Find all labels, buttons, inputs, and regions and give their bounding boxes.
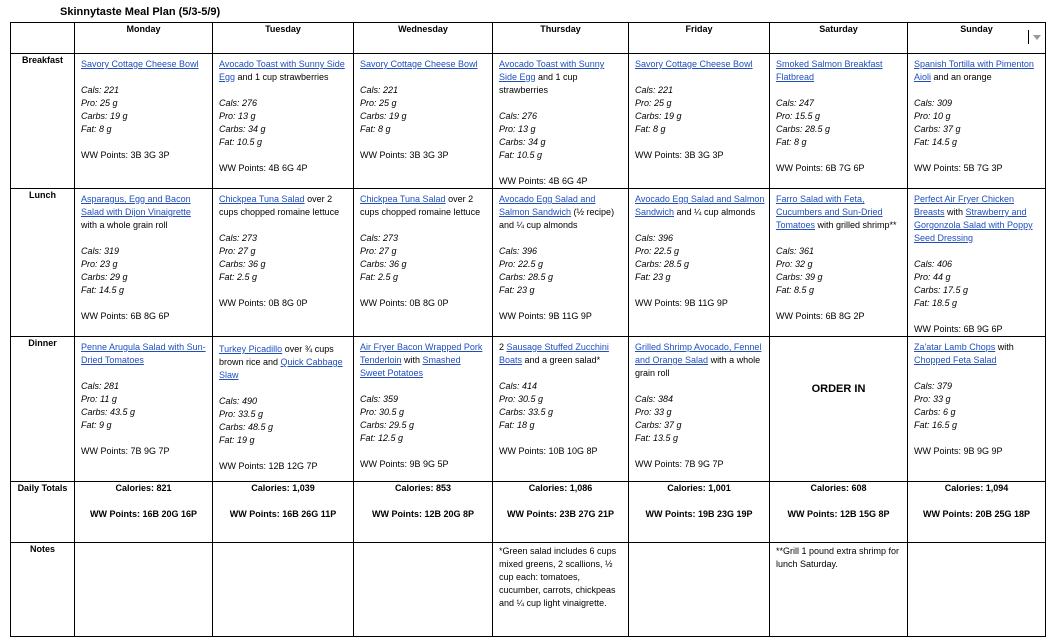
fat: Fat: 14.5 g bbox=[81, 285, 125, 295]
row-label-daily-totals: Daily Totals bbox=[11, 482, 75, 543]
fat: Fat: 10.5 g bbox=[219, 137, 263, 147]
carbs: Carbs: 43.5 g bbox=[81, 407, 136, 417]
totals-thursday bbox=[493, 482, 629, 543]
breakfast-tuesday bbox=[213, 54, 354, 189]
row-label-notes: Notes bbox=[11, 543, 75, 637]
ww-points: WW Points: 0B 8G 0P bbox=[219, 298, 308, 308]
meal-text: with a whole grain roll bbox=[635, 355, 761, 378]
carbs: Carbs: 37 g bbox=[635, 420, 682, 430]
meal-text: with bbox=[944, 207, 966, 217]
lunch-friday bbox=[629, 189, 770, 337]
ww-points: WW Points: 9B 11G 9P bbox=[499, 311, 592, 321]
cals: Cals: 221 bbox=[635, 85, 674, 95]
carbs: Carbs: 36 g bbox=[360, 259, 407, 269]
carbs: Carbs: 19 g bbox=[360, 111, 407, 121]
totals-sunday bbox=[908, 482, 1046, 543]
breakfast-thursday bbox=[493, 54, 629, 189]
ww-points: WW Points: 9B 11G 9P bbox=[635, 298, 728, 308]
cals: Cals: 309 bbox=[914, 98, 953, 108]
day-header-sunday[interactable] bbox=[908, 23, 1046, 54]
total-ww-points: WW Points: 16B 26G 11P bbox=[229, 509, 337, 519]
recipe-link[interactable]: Sausage Stuffed Zucchini Boats bbox=[499, 342, 609, 365]
green-salad-note: *Green salad includes 6 cups mixed greens, 2 scallions, ½ cup each: tomatoes, cucumber, carrots, chickpeas and ¼ cup light vinaigrette. bbox=[499, 546, 617, 608]
fat: Fat: 18.5 g bbox=[914, 298, 958, 308]
cals: Cals: 221 bbox=[360, 85, 399, 95]
meal-text: and a green salad* bbox=[522, 355, 601, 365]
total-ww-points: WW Points: 16B 20G 16P bbox=[89, 509, 198, 519]
meal-text: with a whole grain roll bbox=[81, 220, 168, 230]
dinner-sunday bbox=[908, 337, 1046, 482]
cals: Cals: 273 bbox=[219, 233, 258, 243]
carbs: Carbs: 28.5 g bbox=[776, 124, 831, 134]
recipe-link[interactable]: Avocado Toast with Sunny Side Egg bbox=[219, 59, 345, 82]
cals: Cals: 379 bbox=[914, 381, 953, 391]
recipe-link[interactable]: Perfect Air Fryer Chicken Breasts bbox=[914, 194, 1015, 217]
ww-points: WW Points: 3B 3G 3P bbox=[635, 150, 724, 160]
notes-monday bbox=[75, 543, 213, 637]
row-lunch bbox=[11, 189, 1046, 337]
carbs: Carbs: 19 g bbox=[635, 111, 682, 121]
meal-text: (½ recipe) and ¼ cup almonds bbox=[499, 207, 615, 230]
carbs: Carbs: 17.5 g bbox=[914, 285, 969, 295]
lunch-thursday bbox=[493, 189, 629, 337]
pro: Pro: 25 g bbox=[635, 98, 672, 108]
fat: Fat: 12.5 g bbox=[360, 433, 404, 443]
recipe-link[interactable]: Avocado Egg Salad and Salmon Sandwich bbox=[499, 194, 596, 217]
cals: Cals: 276 bbox=[219, 98, 258, 108]
meal-text: over 2 cups chopped romaine lettuce bbox=[219, 194, 340, 217]
lunch-monday bbox=[75, 189, 213, 337]
meal-text: and an orange bbox=[931, 72, 992, 82]
header-row bbox=[11, 23, 1046, 54]
carbs: Carbs: 19 g bbox=[81, 111, 128, 121]
shrimp-note: **Grill 1 pound extra shrimp for lunch Saturday. bbox=[776, 546, 900, 569]
pro: Pro: 33 g bbox=[914, 394, 951, 404]
carbs: Carbs: 33.5 g bbox=[499, 407, 554, 417]
recipe-link[interactable]: Grilled Shrimp Avocado, Fennel and Orange Salad bbox=[635, 342, 762, 365]
ww-points: WW Points: 9B 9G 9P bbox=[914, 446, 1003, 456]
fat: Fat: 14.5 g bbox=[914, 137, 958, 147]
pro: Pro: 30.5 g bbox=[360, 407, 405, 417]
breakfast-monday bbox=[75, 54, 213, 189]
chevron-down-icon[interactable] bbox=[1033, 35, 1041, 40]
carbs: Carbs: 29.5 g bbox=[360, 420, 415, 430]
pro: Pro: 33 g bbox=[635, 407, 672, 417]
cals: Cals: 319 bbox=[81, 246, 120, 256]
recipe-link[interactable]: Savory Cottage Cheese Bowl bbox=[360, 59, 478, 69]
meal-text: over 2 cups chopped romaine lettuce bbox=[360, 194, 481, 217]
pro: Pro: 10 g bbox=[914, 111, 951, 121]
totals-tuesday bbox=[213, 482, 354, 543]
ww-points: WW Points: 10B 10G 8P bbox=[499, 446, 598, 456]
recipe-link[interactable]: Chickpea Tuna Salad bbox=[219, 194, 305, 204]
pro: Pro: 22.5 g bbox=[635, 246, 680, 256]
pro: Pro: 27 g bbox=[360, 246, 397, 256]
ww-points: WW Points: 6B 7G 6P bbox=[776, 163, 865, 173]
meal-text-prefix: 2 bbox=[499, 342, 507, 352]
pro: Pro: 30.5 g bbox=[499, 394, 544, 404]
ww-points: WW Points: 9B 9G 5P bbox=[360, 459, 449, 469]
pro: Pro: 25 g bbox=[360, 98, 397, 108]
day-header-wednesday: Wednesday bbox=[354, 23, 493, 54]
totals-monday bbox=[75, 482, 213, 543]
dinner-thursday bbox=[493, 337, 629, 482]
pro: Pro: 27 g bbox=[219, 246, 256, 256]
ww-points: WW Points: 6B 8G 2P bbox=[776, 311, 865, 321]
day-header-thursday: Thursday bbox=[493, 23, 629, 54]
text-cursor bbox=[1028, 30, 1029, 44]
cals: Cals: 221 bbox=[81, 85, 120, 95]
fat: Fat: 8 g bbox=[776, 137, 807, 147]
carbs: Carbs: 28.5 g bbox=[635, 259, 690, 269]
lunch-saturday bbox=[770, 189, 908, 337]
notes-tuesday bbox=[213, 543, 354, 637]
pro: Pro: 25 g bbox=[81, 98, 118, 108]
recipe-link-2[interactable]: Strawberry and Gorgonzola Salad with Poppy Seed Dressing bbox=[914, 207, 1033, 243]
total-ww-points: WW Points: 23B 27G 21P bbox=[506, 509, 615, 519]
ww-points: WW Points: 4B 6G 4P bbox=[219, 163, 308, 173]
meal-text: and ¼ cup almonds bbox=[674, 207, 756, 217]
row-daily-totals bbox=[11, 482, 1046, 543]
dinner-friday bbox=[629, 337, 770, 482]
recipe-link[interactable]: Savory Cottage Cheese Bowl bbox=[81, 59, 199, 69]
fat: Fat: 13.5 g bbox=[635, 433, 679, 443]
fat: Fat: 8 g bbox=[635, 124, 666, 134]
pro: Pro: 13 g bbox=[499, 124, 536, 134]
carbs: Carbs: 29 g bbox=[81, 272, 128, 282]
cals: Cals: 359 bbox=[360, 394, 399, 404]
totals-wednesday bbox=[354, 482, 493, 543]
breakfast-saturday bbox=[770, 54, 908, 189]
dinner-wednesday bbox=[354, 337, 493, 482]
day-header-monday: Monday bbox=[75, 23, 213, 54]
breakfast-sunday bbox=[908, 54, 1046, 189]
notes-thursday bbox=[493, 543, 629, 637]
recipe-link[interactable]: Chickpea Tuna Salad bbox=[360, 194, 446, 204]
fat: Fat: 8 g bbox=[81, 124, 112, 134]
fat: Fat: 2.5 g bbox=[360, 272, 399, 282]
fat: Fat: 19 g bbox=[219, 435, 255, 445]
ww-points: WW Points: 5B 7G 3P bbox=[914, 163, 1003, 173]
row-dinner bbox=[11, 337, 1046, 482]
ww-points: WW Points: 7B 9G 7P bbox=[81, 446, 170, 456]
total-calories: Calories: 1,094 bbox=[944, 483, 1009, 493]
meal-text: over ¾ cups brown rice and bbox=[219, 344, 334, 367]
carbs: Carbs: 36 g bbox=[219, 259, 266, 269]
pro: Pro: 44 g bbox=[914, 272, 951, 282]
total-calories: Calories: 821 bbox=[115, 483, 172, 493]
pro: Pro: 33.5 g bbox=[219, 409, 264, 419]
totals-friday bbox=[629, 482, 770, 543]
total-calories: Calories: 1,039 bbox=[251, 483, 315, 493]
meal-text: with grilled shrimp** bbox=[815, 220, 897, 230]
cals: Cals: 273 bbox=[360, 233, 399, 243]
breakfast-friday bbox=[629, 54, 770, 189]
total-ww-points: WW Points: 12B 20G 8P bbox=[371, 509, 475, 519]
total-ww-points: WW Points: 12B 15G 8P bbox=[787, 509, 890, 519]
totals-saturday bbox=[770, 482, 908, 543]
cals: Cals: 281 bbox=[81, 381, 120, 391]
meal-text: and 1 cup strawberries bbox=[235, 72, 329, 82]
fat: Fat: 23 g bbox=[635, 272, 671, 282]
cals: Cals: 396 bbox=[499, 246, 538, 256]
fat: Fat: 10.5 g bbox=[499, 150, 543, 160]
recipe-link[interactable]: Turkey Picadillo bbox=[219, 344, 283, 354]
pro: Pro: 22.5 g bbox=[499, 259, 544, 269]
fat: Fat: 8.5 g bbox=[776, 285, 815, 295]
recipe-link[interactable]: Air Fryer Bacon Wrapped Pork Tenderloin bbox=[360, 342, 483, 365]
recipe-link[interactable]: Asparagus, Egg and Bacon Salad with Dijon Vinaigrette bbox=[81, 194, 191, 217]
fat: Fat: 16.5 g bbox=[914, 420, 958, 430]
pro: Pro: 11 g bbox=[81, 394, 117, 404]
row-label-lunch: Lunch bbox=[11, 189, 75, 337]
notes-wednesday bbox=[354, 543, 493, 637]
recipe-link-2[interactable]: Chopped Feta Salad bbox=[914, 355, 997, 365]
recipe-link[interactable]: Smoked Salmon Breakfast Flatbread bbox=[776, 59, 883, 82]
fat: Fat: 8 g bbox=[360, 124, 391, 134]
carbs: Carbs: 48.5 g bbox=[219, 422, 274, 432]
total-calories: Calories: 1,086 bbox=[528, 483, 593, 493]
pro: Pro: 13 g bbox=[219, 111, 256, 121]
ww-points: WW Points: 7B 9G 7P bbox=[635, 459, 724, 469]
row-label-breakfast: Breakfast bbox=[11, 54, 75, 189]
dinner-tuesday bbox=[213, 337, 354, 482]
row-label-dinner: Dinner bbox=[11, 337, 75, 482]
row-breakfast bbox=[11, 54, 1046, 189]
recipe-link-2[interactable]: Quick Cabbage Slaw bbox=[219, 357, 343, 380]
total-calories: Calories: 853 bbox=[394, 483, 452, 493]
fat: Fat: 2.5 g bbox=[219, 272, 258, 282]
recipe-link[interactable]: Penne Arugula Salad with Sun-Dried Tomatoes bbox=[81, 342, 206, 365]
meal-text: with bbox=[995, 342, 1014, 352]
total-calories: Calories: 608 bbox=[810, 483, 867, 493]
cals: Cals: 247 bbox=[776, 98, 815, 108]
cals: Cals: 414 bbox=[499, 381, 538, 391]
ww-points: WW Points: 3B 3G 3P bbox=[360, 150, 449, 160]
total-ww-points: WW Points: 20B 25G 18P bbox=[922, 509, 1031, 519]
lunch-tuesday bbox=[213, 189, 354, 337]
day-header-friday: Friday bbox=[629, 23, 770, 54]
pro: Pro: 32 g bbox=[776, 259, 813, 269]
order-in-label: ORDER IN bbox=[811, 383, 866, 395]
meal-plan-table bbox=[10, 22, 1046, 637]
corner-cell bbox=[11, 23, 75, 54]
carbs: Carbs: 34 g bbox=[219, 124, 266, 134]
ww-points: WW Points: 3B 3G 3P bbox=[81, 150, 170, 160]
cals: Cals: 361 bbox=[776, 246, 815, 256]
lunch-sunday bbox=[908, 189, 1046, 337]
pro: Pro: 15.5 g bbox=[776, 111, 821, 121]
recipe-link[interactable]: Za'atar Lamb Chops bbox=[914, 342, 996, 352]
notes-sunday bbox=[908, 543, 1046, 637]
ww-points: WW Points: 4B 6G 4P bbox=[499, 176, 588, 186]
cals: Cals: 406 bbox=[914, 259, 953, 269]
breakfast-wednesday bbox=[354, 54, 493, 189]
ww-points: WW Points: 6B 9G 6P bbox=[914, 324, 1003, 334]
row-notes bbox=[11, 543, 1046, 637]
carbs: Carbs: 6 g bbox=[914, 407, 956, 417]
fat: Fat: 18 g bbox=[499, 420, 535, 430]
fat: Fat: 9 g bbox=[81, 420, 112, 430]
day-header-sunday-label: Sunday bbox=[960, 24, 993, 34]
ww-points: WW Points: 0B 8G 0P bbox=[360, 298, 449, 308]
cals: Cals: 396 bbox=[635, 233, 674, 243]
dinner-saturday bbox=[770, 337, 908, 482]
meal-text: with bbox=[401, 355, 423, 365]
ww-points: WW Points: 6B 8G 6P bbox=[81, 311, 170, 321]
recipe-link[interactable]: Avocado Toast with Sunny Side Egg bbox=[499, 59, 605, 82]
notes-friday bbox=[629, 543, 770, 637]
pro: Pro: 23 g bbox=[81, 259, 118, 269]
day-header-saturday: Saturday bbox=[770, 23, 908, 54]
recipe-link[interactable]: Savory Cottage Cheese Bowl bbox=[635, 59, 753, 69]
recipe-link[interactable]: Avocado Egg Salad and Salmon Sandwich bbox=[635, 194, 765, 217]
carbs: Carbs: 37 g bbox=[914, 124, 961, 134]
recipe-link[interactable]: Farro Salad with Feta, Cucumbers and Sun-Dried Tomatoes bbox=[776, 194, 883, 230]
page-title: Skinnytaste Meal Plan (5/3-5/9) bbox=[60, 6, 221, 18]
carbs: Carbs: 39 g bbox=[776, 272, 823, 282]
cals: Cals: 384 bbox=[635, 394, 674, 404]
carbs: Carbs: 34 g bbox=[499, 137, 546, 147]
fat: Fat: 23 g bbox=[499, 285, 535, 295]
meal-text: and 1 cup strawberries bbox=[499, 72, 578, 95]
carbs: Carbs: 28.5 g bbox=[499, 272, 554, 282]
ww-points: WW Points: 12B 12G 7P bbox=[219, 461, 318, 471]
cals: Cals: 276 bbox=[499, 111, 538, 121]
cals: Cals: 490 bbox=[219, 396, 258, 406]
lunch-wednesday bbox=[354, 189, 493, 337]
recipe-link-2[interactable]: Smashed Sweet Potatoes bbox=[360, 355, 461, 378]
dinner-monday bbox=[75, 337, 213, 482]
recipe-link[interactable]: Spanish Tortilla with Pimenton Aioli bbox=[914, 59, 1034, 82]
day-header-tuesday: Tuesday bbox=[213, 23, 354, 54]
total-calories: Calories: 1,001 bbox=[667, 483, 731, 493]
total-ww-points: WW Points: 19B 23G 19P bbox=[645, 509, 753, 519]
notes-saturday bbox=[770, 543, 908, 637]
